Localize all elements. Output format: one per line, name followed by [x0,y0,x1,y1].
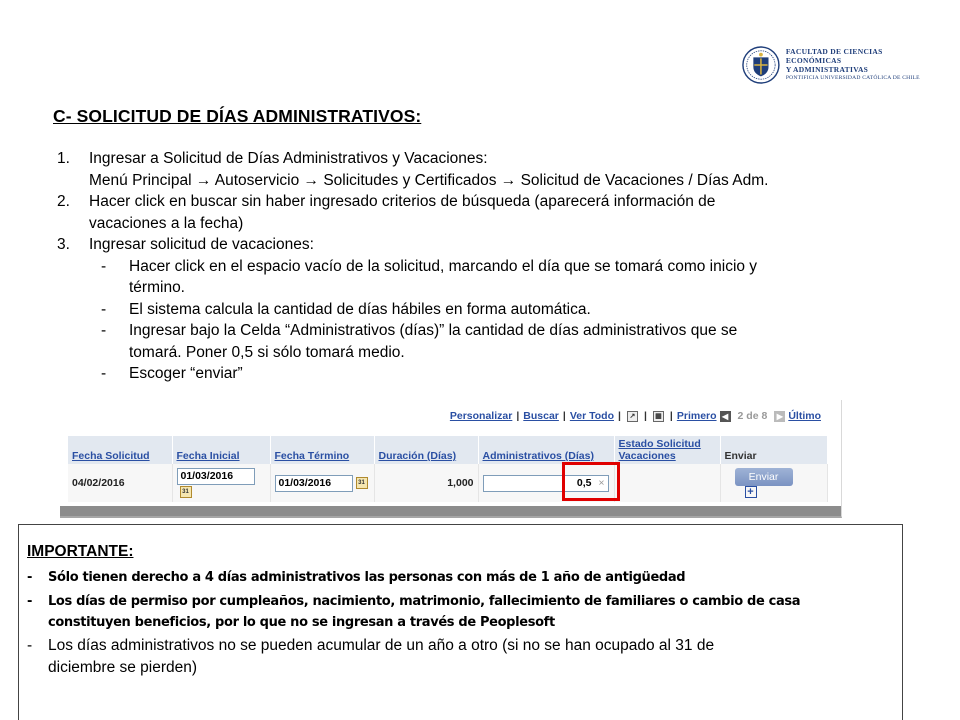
substep-3 [57,320,917,342]
request-table [68,436,828,502]
step-number: 1. [57,150,70,167]
table-row [68,464,828,502]
faculty-logo [742,42,932,88]
col-duracion[interactable]: Duración (Días) [374,436,478,464]
administrativos-value: 0,5 [576,476,592,489]
important-item-1 [27,567,897,588]
col-fecha-termino[interactable]: Fecha Término [270,436,374,464]
substep-text: Ingresar bajo la Celda “Administrativos (días)” la cantidad de días administrativos que se [129,322,738,339]
step-text: Ingresar a Solicitud de Días Administrativos y Vacaciones: [89,150,488,167]
important-box [18,524,903,720]
col-estado-solicitud[interactable]: Estado Solicitud Vacaciones [614,436,720,464]
next-arrow-icon[interactable]: ▶ [774,411,785,422]
step-number: 2. [57,193,70,210]
important-item-2 [27,591,897,612]
substep-3-continuation [57,342,917,364]
estado-cell [614,464,720,502]
important-item-3 [27,635,897,657]
important-list [27,567,897,678]
request-grid-screenshot [60,400,842,518]
page-title: C- SOLICITUD DE DÍAS ADMINISTRATIVOS: [53,106,422,126]
fecha-inicial-cell [172,464,270,502]
fecha-solicitud-cell: 04/02/2016 [68,464,172,502]
important-title: IMPORTANTE: [27,543,134,560]
logo-line-2: Y ADMINISTRATIVAS [785,65,869,74]
substep-2 [57,299,917,321]
step-2 [57,191,917,213]
calendar-icon[interactable]: 31 [180,486,192,498]
item-text: Sólo tienen derecho a 4 días administrativos las personas con más de 1 año de antigüedad [48,570,686,585]
substep-1-continuation [57,277,917,299]
substep-text: Escoger “enviar” [129,365,243,382]
substep-1 [57,256,917,278]
grid-bottom-bar [60,506,841,516]
clear-icon[interactable]: × [598,476,605,489]
spreadsheet-icon[interactable]: ▦ [653,411,664,422]
item-text: constituyen beneficios, por lo que no se ingresan a través de Peoplesoft [48,615,555,630]
fecha-termino-input[interactable]: 01/03/2016 [275,475,353,492]
substep-dash: - [101,300,107,318]
fecha-inicial-input[interactable]: 01/03/2016 [177,468,255,485]
university-seal-icon [742,45,780,85]
substep-text: tomará. Poner 0,5 si sólo tomará medio. [129,343,405,361]
step-1-menu-path: Menú Principal → Autoservicio → Solicitudes y Certificados → Solicitud de Vacaciones / Días Adm. [89,171,769,189]
step-2-continuation: vacaciones a la fecha) [89,214,244,232]
item-text: Los días de permiso por cumpleaños, nacimiento, matrimonio, fallecimiento de familiares o cambio de casa [48,594,801,609]
item-dash: - [27,637,33,654]
grid-navigation-bar: Personalizar | Buscar | Ver Todo | ↗ | ▦ | Primero ◀ 2 de 8 ▶ Último [449,410,821,422]
item-text: Los días administrativos no se pueden acumular de un año a otro (si no se han ocupado al 31 de [48,637,715,654]
item-dash: - [27,594,33,609]
col-fecha-solicitud[interactable]: Fecha Solicitud [68,436,172,464]
substep-text: Hacer click en el espacio vacío de la solicitud, marcando el día que se tomará como inicio y [129,257,758,275]
page-range: 2 de 8 [737,410,768,422]
substep-dash: - [101,257,107,275]
buscar-link[interactable]: Buscar [523,410,559,422]
substep-text: término. [129,279,185,296]
calendar-icon[interactable]: 31 [356,477,368,489]
logo-text [786,47,932,83]
step-3 [57,234,917,256]
substep-4 [57,363,917,385]
item-text: diciembre se pierden) [48,658,198,676]
step-text: Ingresar solicitud de vacaciones: [89,236,314,253]
previous-arrow-icon[interactable]: ◀ [720,411,731,422]
duracion-cell: 1,000 [374,464,478,502]
important-item-2-continuation [27,612,897,633]
col-administrativos[interactable]: Administrativos (Días) [478,436,614,464]
substep-dash: - [101,322,107,339]
table-header-row [68,436,828,464]
administrativos-highlight-box [562,462,620,501]
logo-line-3: PONTIFICIA UNIVERSIDAD CATÓLICA DE CHILE [785,75,920,81]
download-icon[interactable]: ↗ [627,411,638,422]
col-enviar: Enviar [720,436,828,464]
substep-dash: - [101,365,107,382]
fecha-termino-cell [270,464,374,502]
enviar-cell [720,464,828,502]
substep-text: El sistema calcula la cantidad de días hábiles en forma automática. [129,300,591,318]
ver-todo-link[interactable]: Ver Todo [569,410,614,422]
step-text: Hacer click en buscar sin haber ingresado criterios de búsqueda (aparecerá información de [89,193,716,210]
item-dash: - [27,570,33,585]
personalizar-link[interactable]: Personalizar [449,410,513,422]
logo-line-1: FACULTAD DE CIENCIAS ECONÓMICAS [785,47,883,65]
primero-link[interactable]: Primero [676,410,717,422]
col-fecha-inicial[interactable]: Fecha Inicial [172,436,270,464]
enviar-button[interactable]: Enviar [735,468,793,486]
add-row-icon[interactable]: + [745,486,757,498]
ultimo-link[interactable]: Último [788,410,821,422]
important-item-3-continuation [27,657,897,679]
steps-list [57,148,917,385]
step-number: 3. [57,236,70,253]
step-1 [57,148,917,170]
